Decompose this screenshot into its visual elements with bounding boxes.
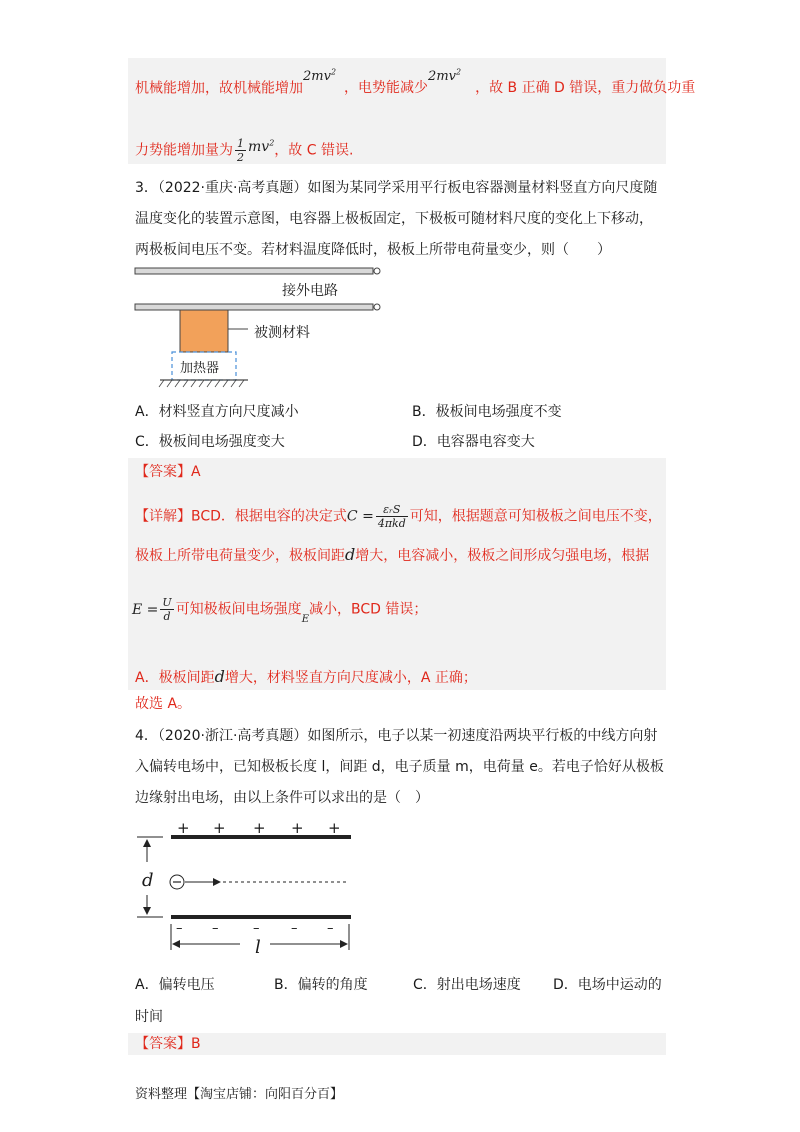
formula-capacitance: $\frac{\text{εᵣS}}{\text{4πkd}}$	[377, 503, 406, 530]
plus-sign: +	[177, 819, 190, 837]
label-heater: 加热器	[180, 361, 220, 376]
formula-e-lhs: E =	[132, 601, 159, 618]
terminal-upper	[374, 268, 380, 274]
minus-sign: –	[291, 921, 298, 936]
text: 机械能增加，故机械能增加	[135, 80, 303, 97]
q3-solution-block	[128, 458, 666, 690]
text: 增大，电容减小，极板之间形成匀强电场，根据	[355, 548, 650, 564]
q3-detail-line2	[135, 545, 649, 566]
q4-stem-line3: 边缘射出电场，由以上条件可以求出的是（ ）	[135, 790, 429, 806]
math-mv2: $mv^2$	[248, 138, 275, 155]
q4-option-c[interactable]: C．射出电场速度	[413, 977, 521, 993]
math-2mv2-b: $2mv^2$	[428, 68, 462, 85]
plus-sign: +	[213, 819, 226, 837]
terminal-lower	[374, 304, 380, 310]
q3-option-b[interactable]: B．极板间电场强度不变	[412, 404, 562, 420]
symbol-e: E	[301, 613, 309, 625]
formula-c-lhs: C =	[346, 508, 374, 525]
math-2mv2-a: $2mv^2$	[303, 68, 337, 85]
minus-sign: –	[253, 921, 260, 936]
label-external-circuit: 接外电路	[282, 283, 338, 299]
text: BCD．根据电容的决定式	[191, 508, 347, 525]
symbol-d: d	[214, 667, 225, 686]
footer-source: 资料整理【淘宝店铺：向阳百分百】	[135, 1087, 344, 1102]
q3-detail-line3	[132, 596, 428, 625]
formula-field: $\frac{U}{d}$	[162, 596, 172, 623]
q4-answer-block	[128, 1033, 666, 1055]
q3-option-a[interactable]: A．材料竖直方向尺度减小	[135, 404, 299, 420]
q3-detail-line1	[135, 503, 662, 530]
symbol-d: d	[345, 545, 356, 564]
label-material: 被测材料	[254, 325, 310, 341]
q3-option-d[interactable]: D．电容器电容变大	[412, 434, 535, 450]
detail-tag: 【详解】	[135, 508, 191, 525]
q3-detail-line5: 故选 A。	[135, 696, 192, 712]
plus-sign: +	[253, 819, 266, 837]
text: 减小，BCD 错误；	[309, 601, 428, 618]
text: ，故 C 错误.	[274, 142, 354, 159]
q4-stem-line2: 入偏转电场中，已知极板长度 l，间距 d，电子质量 m，电荷量 e。若电子恰好从极板	[135, 759, 664, 775]
label-l: l	[255, 937, 261, 958]
text: ，故 B 正确 D 错误，重力做负功重	[475, 80, 696, 97]
q4-answer: 【答案】B	[135, 1036, 201, 1052]
minus-sign: –	[327, 921, 334, 936]
plus-sign: +	[291, 819, 304, 837]
text: 极板上所带电荷量变少，极板间距	[135, 548, 345, 564]
negative-plate	[171, 915, 351, 919]
text: ，电势能减少	[344, 80, 429, 97]
q4-option-a[interactable]: A．偏转电压	[135, 977, 215, 993]
minus-sign: –	[176, 921, 183, 936]
q3-answer: 【答案】A	[135, 464, 201, 480]
q4-option-d-cont: 时间	[135, 1009, 163, 1025]
text: A．极板间距	[135, 670, 215, 686]
q4-option-b[interactable]: B．偏转的角度	[274, 977, 368, 993]
minus-sign: –	[212, 921, 219, 936]
text: 可知，根据题意可知极板之间电压不变，	[409, 508, 662, 525]
prev-solution-line2	[135, 137, 353, 164]
lower-plate	[135, 304, 373, 310]
q3-stem-line1: 3．（2022·重庆·高考真题）如图为某同学采用平行板电容器测量材料竖直方向尺度随	[135, 180, 658, 196]
q3-detail-line4	[135, 667, 477, 688]
text: 力势能增加量为	[135, 142, 233, 159]
q4-option-d[interactable]: D．电场中运动的	[553, 977, 662, 993]
text: 可知极板间电场强度	[175, 601, 302, 618]
plus-sign: +	[328, 819, 341, 837]
q4-stem-line1: 4．（2020·浙江·高考真题）如图所示，电子以某一初速度沿两块平行板的中线方向射	[135, 728, 658, 744]
prev-solution-line1	[135, 68, 696, 99]
upper-plate	[135, 268, 373, 274]
material-block	[180, 310, 228, 352]
fraction-half: $\frac{1}{2}$	[237, 137, 244, 165]
q3-stem-line3: 两极板间电压不变。若材料温度降低时，极板上所带电荷量变少，则（ ）	[135, 242, 611, 258]
q3-option-c[interactable]: C．极板间电场强度变大	[135, 434, 285, 450]
q3-stem-line2: 温度变化的装置示意图，电容器上极板固定，下极板可随材料尺度的变化上下移动，	[135, 211, 653, 227]
label-d: d	[142, 870, 154, 891]
text: 增大，材料竖直方向尺度减小，A 正确；	[224, 670, 477, 686]
